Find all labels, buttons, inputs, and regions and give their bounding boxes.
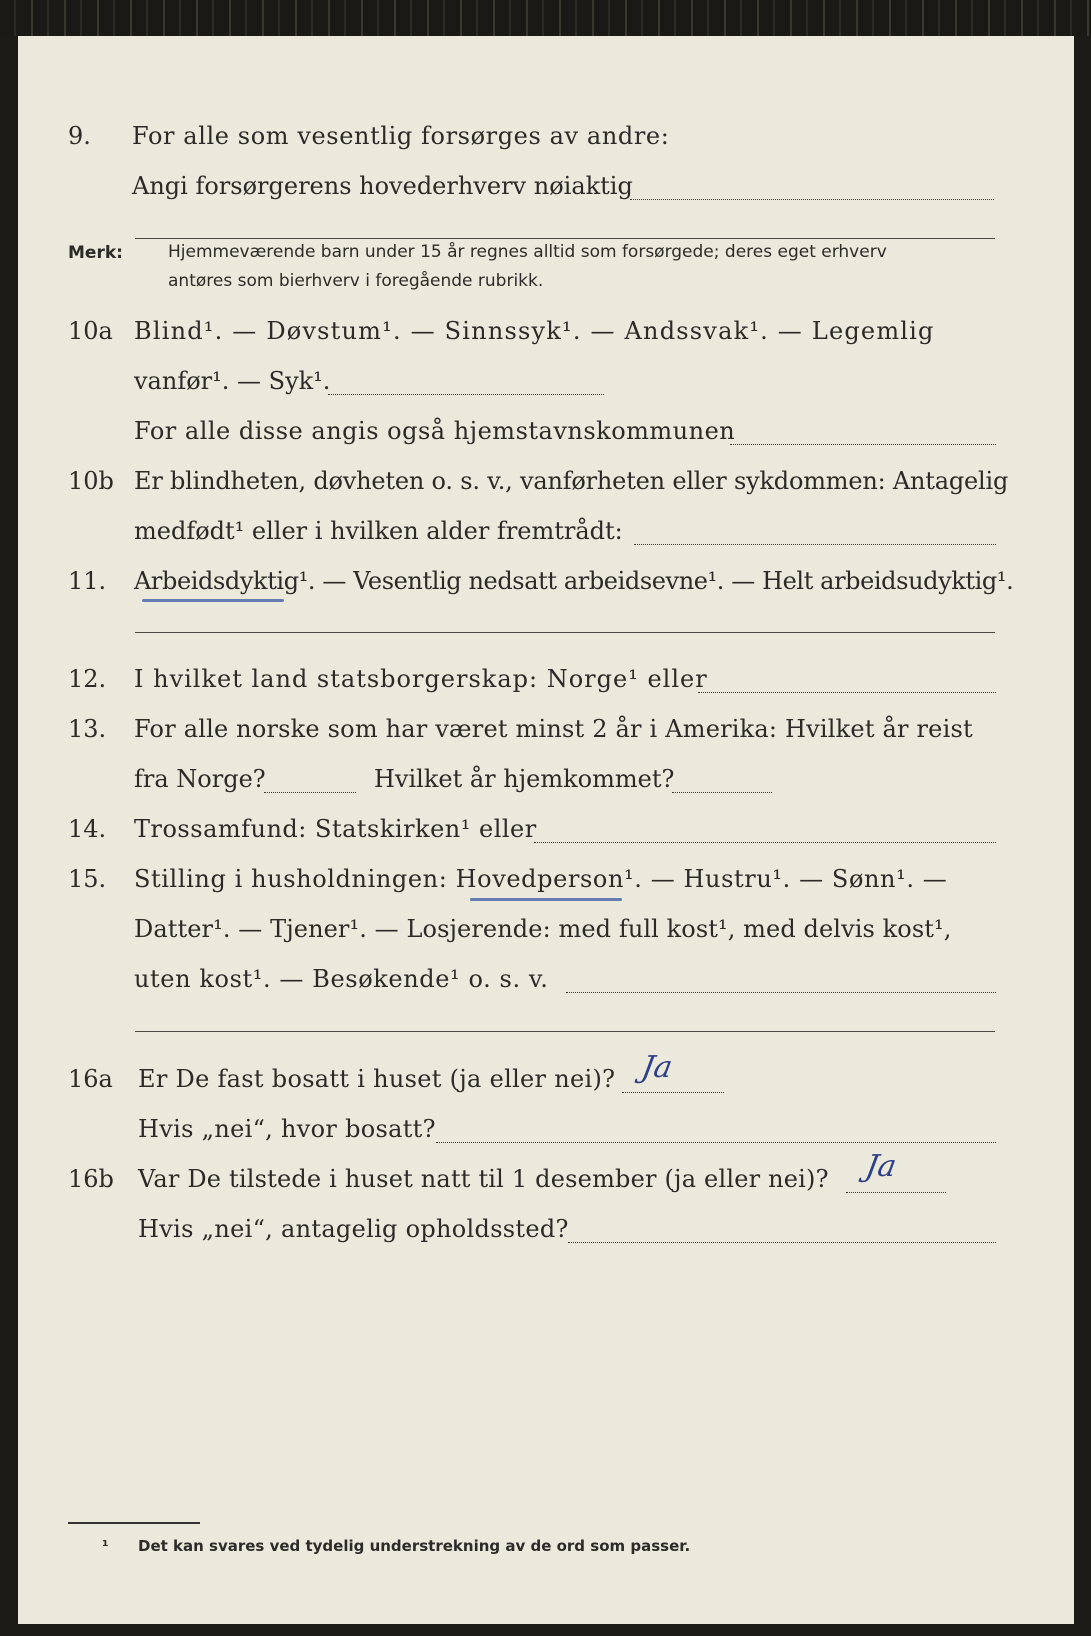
q16a-residence-line[interactable] [436,1140,996,1143]
note-text-1: Hjemmeværende barn under 15 år regnes alltid som forsørgede; deres eget erhverv [168,242,887,262]
q14-answer-line[interactable] [534,840,996,843]
q16a-text-2: Hvis „nei“, hvor bosatt? [138,1115,436,1143]
q11-extra-line [135,632,995,633]
q10a-text-1: Blind¹. — Døvstum¹. — Sinnssyk¹. — Andssvak¹. — Legemlig [134,317,935,345]
q13-departure-line[interactable] [264,790,356,793]
q13-text-2a: fra Norge? [134,765,266,793]
q10b-number: 10b [68,467,114,495]
q13-number: 13. [68,715,107,743]
q10b-row [18,456,1074,506]
footnote-rule [68,1522,200,1524]
q10b-answer-line[interactable] [634,542,996,545]
q9-number: 9. [68,122,91,150]
q14-number: 14. [68,815,107,843]
q10a-row-2 [18,356,1074,406]
q12-row [18,654,1074,704]
q15-text-3: uten kost¹. — Besøkende¹ o. s. v. [134,965,549,993]
q14-text: Trossamfund: Statskirken¹ eller [134,815,537,843]
q10a-row [18,306,1074,356]
q9-row [18,111,1074,161]
footnote-mark: ¹ [102,1537,109,1555]
q12-number: 12. [68,665,107,693]
q13-text-2b: Hvilket år hjemkommet? [374,765,675,793]
note-text-2: antøres som bierhverv i foregående rubrikk. [168,271,544,291]
note-block [18,238,1074,298]
q10a-text-3: For alle disse angis også hjemstavnskommunen [134,417,736,445]
q15-underline-hovedperson [470,898,622,901]
q10b-text-2: medfødt¹ eller i hvilken alder fremtrådt: [134,517,623,545]
q16a-row-2 [18,1104,1074,1154]
q9-text-2: Angi forsørgerens hovederhverv nøiaktig [132,172,633,200]
q9-row-2 [18,161,1074,211]
q11-text: Arbeidsdyktig¹. — Vesentlig nedsatt arbeidsevne¹. — Helt arbeidsudyktig¹. [134,567,1014,595]
q10a-text-2: vanfør¹. — Syk¹. [134,367,331,395]
q13-return-line[interactable] [672,790,772,793]
q10b-row-2 [18,506,1074,556]
q16a-text-1: Er De fast bosatt i huset (ja eller nei)? [138,1065,616,1093]
q12-text: I hvilket land statsborgerskap: Norge¹ eller [134,665,708,693]
q10a-number: 10a [68,317,113,345]
q16a-answer-line[interactable] [622,1090,724,1093]
q10a-row-3 [18,406,1074,456]
note-heading: Merk: [68,243,123,263]
q10a-answer-line[interactable] [328,392,604,395]
q16b-answer-line[interactable] [846,1190,946,1193]
q14-row [18,804,1074,854]
q16b-handwritten-answer: Ja [862,1149,900,1184]
q15-text-1: Stilling i husholdningen: Hovedperson¹. — Hustru¹. — Sønn¹. — [134,865,948,893]
q9-text-1: For alle som vesentlig forsørges av andre: [132,122,670,150]
q16b-row-2 [18,1204,1074,1254]
q9-answer-line[interactable] [630,197,994,200]
q15-extra-line [135,1031,995,1032]
q10a-municipality-line[interactable] [730,442,996,445]
q15-row-2 [18,904,1074,954]
q16a-handwritten-answer: Ja [638,1050,676,1085]
q16b-text-1: Var De tilstede i huset natt til 1 desember (ja eller nei)? [138,1165,829,1193]
q13-text-1: For alle norske som har været minst 2 år i Amerika: Hvilket år reist [134,715,973,743]
q13-row [18,704,1074,754]
q11-number: 11. [68,567,107,595]
q16a-number: 16a [68,1065,113,1093]
footnote-text: Det kan svares ved tydelig understrekning av de ord som passer. [138,1537,691,1555]
q15-answer-line[interactable] [566,990,996,993]
q15-row-3 [18,954,1074,1004]
q13-row-2 [18,754,1074,804]
census-form-page [18,36,1074,1624]
q16b-text-2: Hvis „nei“, antagelig opholdssted? [138,1215,569,1243]
scan-top-edge [0,0,1091,36]
q16b-row [18,1154,1074,1204]
q15-row [18,854,1074,904]
q15-number: 15. [68,865,107,893]
q12-answer-line[interactable] [698,690,996,693]
q16b-number: 16b [68,1165,114,1193]
q11-underline-arbeidsdyktig [142,599,284,602]
q10b-text-1: Er blindheten, døvheten o. s. v., vanførheten eller sykdommen: Antagelig [134,467,1009,495]
q15-text-2: Datter¹. — Tjener¹. — Losjerende: med full kost¹, med delvis kost¹, [134,915,952,943]
q16a-row [18,1054,1074,1104]
q16b-stay-line[interactable] [568,1240,996,1243]
